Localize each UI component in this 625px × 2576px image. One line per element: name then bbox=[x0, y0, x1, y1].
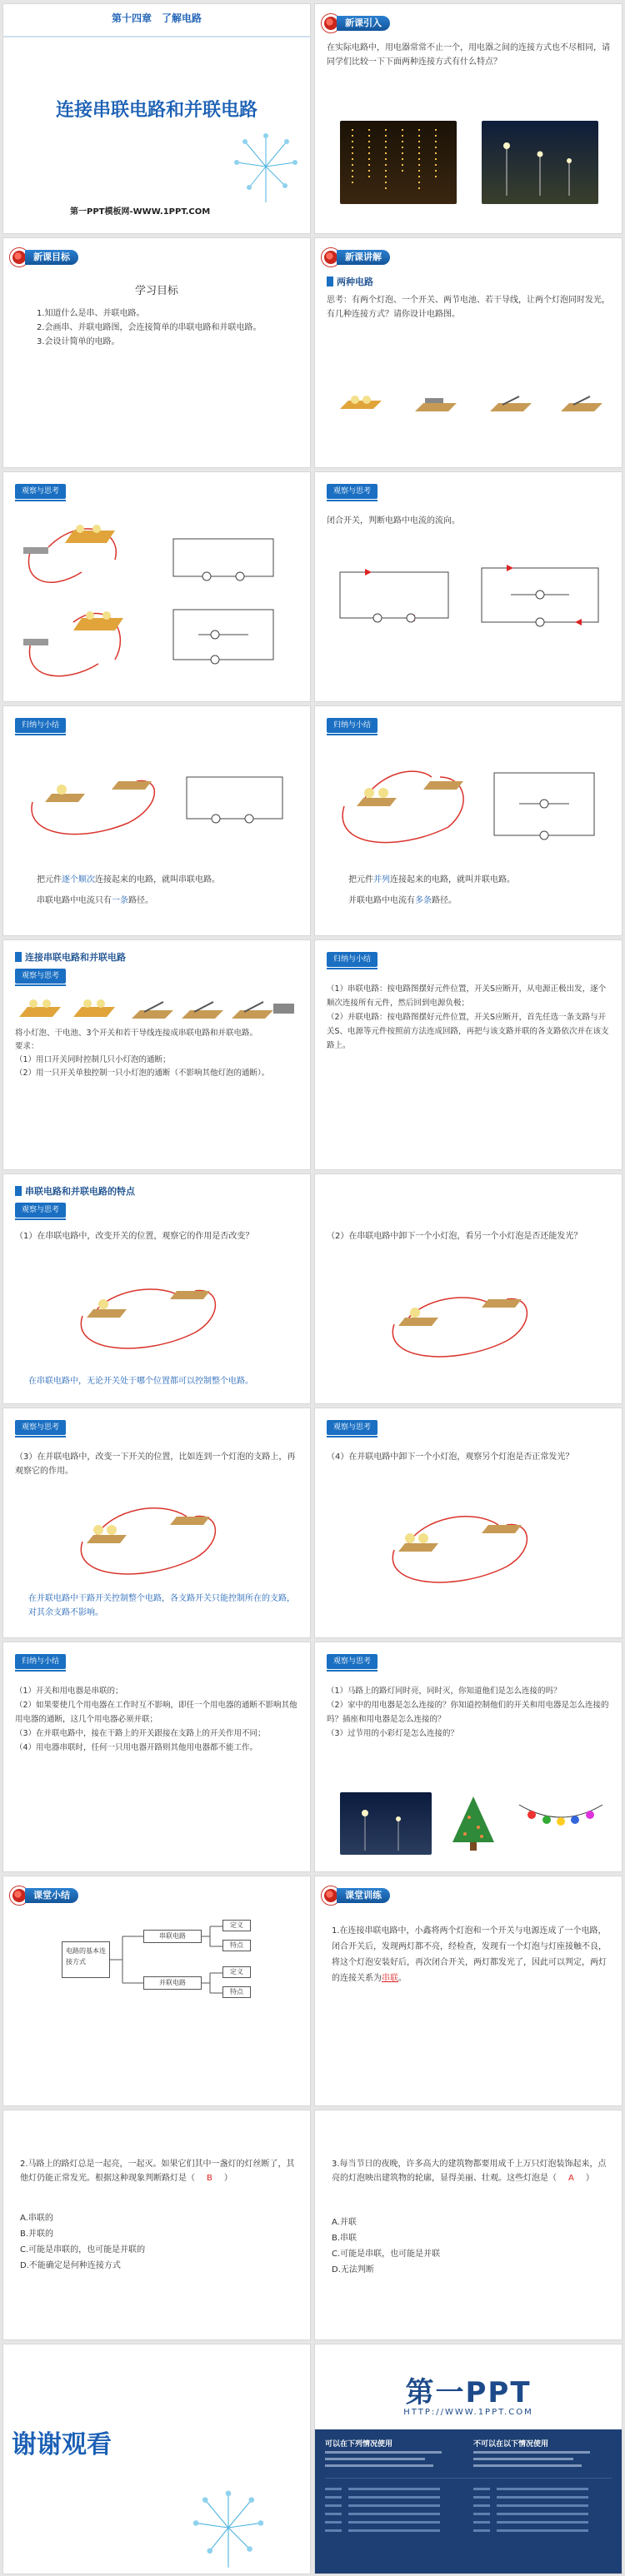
slide-summary-series bbox=[2, 705, 311, 936]
section-subhead: 串联电路和并联电路的特点 bbox=[15, 1184, 135, 1198]
colored-lights-icon bbox=[515, 1796, 607, 1851]
option-list bbox=[332, 2215, 607, 2278]
slide-exercise-3 bbox=[314, 2110, 622, 2340]
parallel-circuit-illustration bbox=[382, 1500, 548, 1592]
deck-title: 连接串联电路和并联电路 bbox=[55, 100, 258, 121]
section-subhead: 连接串联电路和并联电路 bbox=[15, 950, 126, 964]
tree-leaf: 特点 bbox=[222, 1986, 251, 1998]
slide-badge: 新课引入 bbox=[322, 14, 390, 32]
slide-exercise-1 bbox=[314, 1876, 622, 2106]
section-tag: 归纳与小结 bbox=[15, 718, 66, 733]
think-text: 思考：有两个灯泡、一个开关、两节电池、若干导线，让两个灯泡同时发光，有几种连接方式？请你设计电路图。 bbox=[327, 296, 610, 319]
option-item: B.并联的 bbox=[20, 2230, 54, 2239]
option-item: D.无法判断 bbox=[332, 2265, 374, 2275]
answer-blank: 串联 bbox=[382, 1974, 398, 1983]
option-item: D.不能确定是何种连接方式 bbox=[20, 2261, 121, 2270]
answer-choice: A bbox=[568, 2174, 574, 2183]
slide-connect bbox=[2, 939, 311, 1170]
section-tag: 观察与思考 bbox=[15, 1203, 66, 1218]
section-tag: 归纳与小结 bbox=[327, 718, 378, 733]
conclusion-text: （1）开关和用电器是串联的； （2）如果要使几个用电器在工作时互不影响，即任一个用电器的通断不影响其他用电器的通断，这几个用电器必须并联； （3）在并联电路中，接在干路上的开关跟接在支路上的开关作用不同； （4）用电器串联时，任何一只用电器开路则其他用电器都不能工作。 bbox=[15, 1687, 298, 1752]
exercise-question: 2.马路上的路灯总是一起亮，一起灭。如果它们其中一盏灯的灯丝断了，其他灯仍能正常发光。根据这种现象判断路灯是（ B ） bbox=[20, 2160, 295, 2183]
slide-badge: 新课讲解 bbox=[322, 248, 390, 267]
option-item: C.可能是串联的，也可能是并联的 bbox=[20, 2245, 146, 2255]
slide-title bbox=[2, 3, 311, 234]
christmas-tree-icon bbox=[448, 1792, 498, 1855]
brand-url: HTTP://WWW.1PPT.COM bbox=[403, 2408, 533, 2417]
life-questions: （1）马路上的路灯同时亮，同时灭，你知道他们是怎么连接的吗？ （2）家中的用电器是怎么连接的？你知道控制他们的开关和用电器是怎么连接的吗？插座和用电器是怎么连接的？ （3）过节用的小彩灯是怎么连接的？ bbox=[327, 1687, 609, 1738]
question-text: （2）在串联电路中卸下一个小灯泡，看另一个小灯泡是否还能发光？ bbox=[327, 1232, 582, 1241]
option-list bbox=[20, 2210, 295, 2274]
slide-features-2 bbox=[314, 1173, 622, 1404]
slide-features-3 bbox=[2, 1408, 311, 1638]
slide-goals bbox=[2, 237, 311, 468]
usage-forbidden-title: 不可以在以下情况使用 bbox=[473, 2440, 549, 2449]
dandelion-icon bbox=[187, 2486, 270, 2569]
street-lights-photo bbox=[482, 121, 598, 204]
slide-lesson bbox=[314, 237, 622, 468]
exercise-question: 3.每当节日的夜晚，许多高大的建筑物都要用成千上万只灯泡装饰起来，点亮的灯泡映出建筑物的轮廓，显得美丽、壮观。这些灯泡是（ A ） bbox=[332, 2160, 607, 2183]
section-tag: 观察与思考 bbox=[15, 969, 66, 984]
components-row bbox=[15, 992, 298, 1025]
slide-exercise-2 bbox=[2, 2110, 311, 2340]
chapter-label: 第十四章 了解电路 bbox=[111, 12, 202, 24]
link-list bbox=[325, 2484, 608, 2559]
panel-divider bbox=[325, 2478, 612, 2479]
components-illustration bbox=[332, 388, 607, 421]
parallel-definition: 把元件并列连接起来的电路，就叫并联电路。 并联电路中电流有多条路径。 bbox=[348, 875, 515, 905]
section-tag: 观察与思考 bbox=[327, 1654, 378, 1669]
slide-observe-1 bbox=[2, 471, 311, 702]
answer-text: 在串联电路中，无论开关处于哪个位置都可以控制整个电路。 bbox=[28, 1377, 253, 1386]
slide-badge: 课堂小结 bbox=[10, 1886, 78, 1905]
option-item: B.串联 bbox=[332, 2234, 358, 2243]
slide-summary-parallel bbox=[314, 705, 622, 936]
section-tag: 归纳与小结 bbox=[15, 1654, 66, 1669]
section-tag: 观察与思考 bbox=[15, 484, 66, 499]
section-subhead: 两种电路 bbox=[327, 275, 373, 288]
section-tag: 观察与思考 bbox=[327, 1420, 378, 1435]
series-circuit-illustration bbox=[70, 1266, 237, 1358]
goal-item: 2.会画串、并联电路图，会连接简单的串联电路和并联电路。 bbox=[37, 323, 262, 332]
intro-text: 在实际电路中，用电器常常不止一个，用电器之间的连接方式也不尽相同，请同学们比较一下下面两种连接方式有什么特点？ bbox=[327, 43, 610, 67]
goals-list bbox=[37, 306, 287, 349]
method-text: （1）串联电路：按电路图摆好元件位置，开关S应断开，从电源正极出发，逐个顺次连接所有元件，然后回到电源负极； （2）并联电路：按电路图摆好元件位置，开关S应断开，首先任选一条支路与开关S、电源等元件按照前方法连成回路，再把与该支路并联的各支路依次并在该支路上。 bbox=[327, 984, 609, 1050]
tree-branch: 串联电路 bbox=[143, 1930, 202, 1943]
thanks-title: 谢谢观看 bbox=[12, 2430, 112, 2459]
circuit-photos-and-diagrams bbox=[15, 514, 298, 697]
slide-brand bbox=[314, 2344, 622, 2574]
slide-features-1 bbox=[2, 1173, 311, 1404]
question-text: （1）在串联电路中，改变开关的位置，观察它的作用是否改变？ bbox=[15, 1232, 254, 1241]
option-item: C.可能是串联，也可能是并联 bbox=[332, 2250, 441, 2259]
tree-branch: 并联电路 bbox=[143, 1976, 202, 1990]
exercise-question: 1.在连接串联电路中，小鑫将两个灯泡和一个开关与电源连成了一个电路，闭合开关后，发现两灯都不亮，经检查，发现有一个灯泡与灯座接触不良，将这个灯泡安装好后，再次闭合开关，两灯都发光了，因此可以判定，两灯的连接关系为串联。 bbox=[332, 1926, 607, 1983]
usage-allowed-title: 可以在下列情况使用 bbox=[325, 2440, 393, 2449]
answer-choice: B bbox=[207, 2174, 212, 2183]
slide-badge: 课堂训练 bbox=[322, 1886, 390, 1905]
slide-features-4 bbox=[314, 1408, 622, 1638]
section-tag: 归纳与小结 bbox=[327, 952, 378, 967]
credit-text: 第一PPT模板网-WWW.1PPT.COM bbox=[70, 207, 211, 217]
series-circuit-illustration bbox=[382, 1274, 548, 1366]
slide-real-life bbox=[314, 1642, 622, 1872]
tree-leaf: 定义 bbox=[222, 1920, 251, 1931]
observe-text: 闭合开关，判断电路中电流的流向。 bbox=[327, 516, 460, 526]
slide-badge: 新课目标 bbox=[10, 248, 78, 267]
goal-item: 1.知道什么是串、并联电路。 bbox=[37, 309, 145, 318]
tree-leaf: 特点 bbox=[222, 1940, 251, 1951]
usage-panel bbox=[315, 2429, 622, 2574]
string-lights-photo bbox=[340, 121, 457, 204]
slide-thanks bbox=[2, 2344, 311, 2574]
goals-heading: 学习目标 bbox=[134, 285, 178, 297]
slide-conclusion bbox=[2, 1642, 311, 1872]
slide-observe-2 bbox=[314, 471, 622, 702]
option-item: A.并联 bbox=[332, 2218, 357, 2227]
parallel-circuit-illustration bbox=[332, 756, 607, 856]
slide-lesson-summary bbox=[2, 1876, 311, 2106]
section-tag: 观察与思考 bbox=[327, 484, 378, 499]
slide-method bbox=[314, 939, 622, 1170]
series-definition: 把元件逐个顺次连接起来的电路，就叫串联电路。 串联电路中电流只有一条路径。 bbox=[37, 875, 220, 905]
tree-leaf: 定义 bbox=[222, 1966, 251, 1978]
parallel-circuit-illustration bbox=[70, 1492, 237, 1583]
series-circuit-illustration bbox=[20, 756, 295, 848]
brand-logo: 第一PPT bbox=[405, 2376, 532, 2409]
title-rule bbox=[3, 36, 310, 37]
answer-text: 在并联电路中干路开关控制整个电路，各支路开关只能控制所在的支路，对其余支路不影响。 bbox=[28, 1594, 295, 1617]
slide-intro bbox=[314, 3, 622, 234]
option-item: A.串联的 bbox=[20, 2214, 53, 2223]
question-text: （4）在并联电路中卸下一个小灯泡，观察另个灯泡是否正常发光？ bbox=[327, 1452, 574, 1462]
current-flow-diagrams bbox=[332, 556, 607, 639]
question-text: （3）在并联电路中，改变一下开关的位置，比如连到一个灯泡的支路上，再观察它的作用。 bbox=[15, 1452, 296, 1476]
dandelion-icon bbox=[228, 129, 303, 204]
tree-root: 电路的基本连接方式 bbox=[62, 1941, 110, 1978]
connect-task: 将小灯泡、干电池、3个开关和若干导线连接成串联电路和并联电路。 要求： （1）用口开关同时控制几只小灯泡的通断； （2）用一只开关单独控制一只小灯泡的通断（不影响其他灯泡的通断）。 bbox=[15, 1029, 270, 1078]
street-lights-photo bbox=[340, 1792, 432, 1855]
section-tag: 观察与思考 bbox=[15, 1420, 66, 1435]
goal-item: 3.会设计简单的电路。 bbox=[37, 337, 120, 346]
